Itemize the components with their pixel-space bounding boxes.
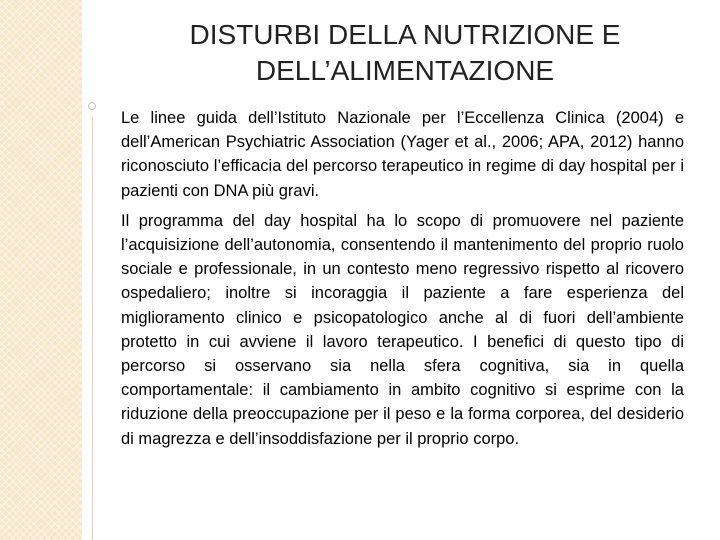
divider-ring-ornament [88,102,96,110]
vertical-divider-line [92,118,93,540]
slide-title-line-1: DISTURBI DELLA NUTRIZIONE E [189,19,621,50]
slide-body [121,106,684,451]
body-paragraph-1: Le linee guida dell’Istituto Nazionale per l’Eccellenza Clinica (2004) e dell’American Psychiatric Association (Yager et al., 2006; APA, 2012) hanno riconosciuto l’efficacia del percorso terapeutico in regime di day hospital per i pazienti con DNA più gravi. [121,109,684,200]
decorative-side-band [0,0,82,540]
slide-title-line-2: DELL’ALIMENTAZIONE [255,55,555,86]
slide-title [100,17,710,89]
body-paragraph-2: Il programma del day hospital ha lo scopo di promuovere nel paziente l’acquisizione dell’autonomia, consentendo il mantenimento del proprio ruolo sociale e professionale, in un contesto meno regressivo rispetto al ricovero ospedaliero; inoltre si incoraggia il paziente a fare esperienza del miglioramento clinico e psicopatologico anche al di fuori dell’ambiente protetto in cui avviene il lavoro terapeutico. I benefici di questo tipo di percorso si osservano sia nella sfera cognitiva, sia in quella comportamentale: il cambiamento in ambito cognitivo si esprime con la riduzione della preoccupazione per il peso e la forma corporea, del desiderio di magrezza e dell’insoddisfazione per il proprio corpo. [121,211,684,448]
